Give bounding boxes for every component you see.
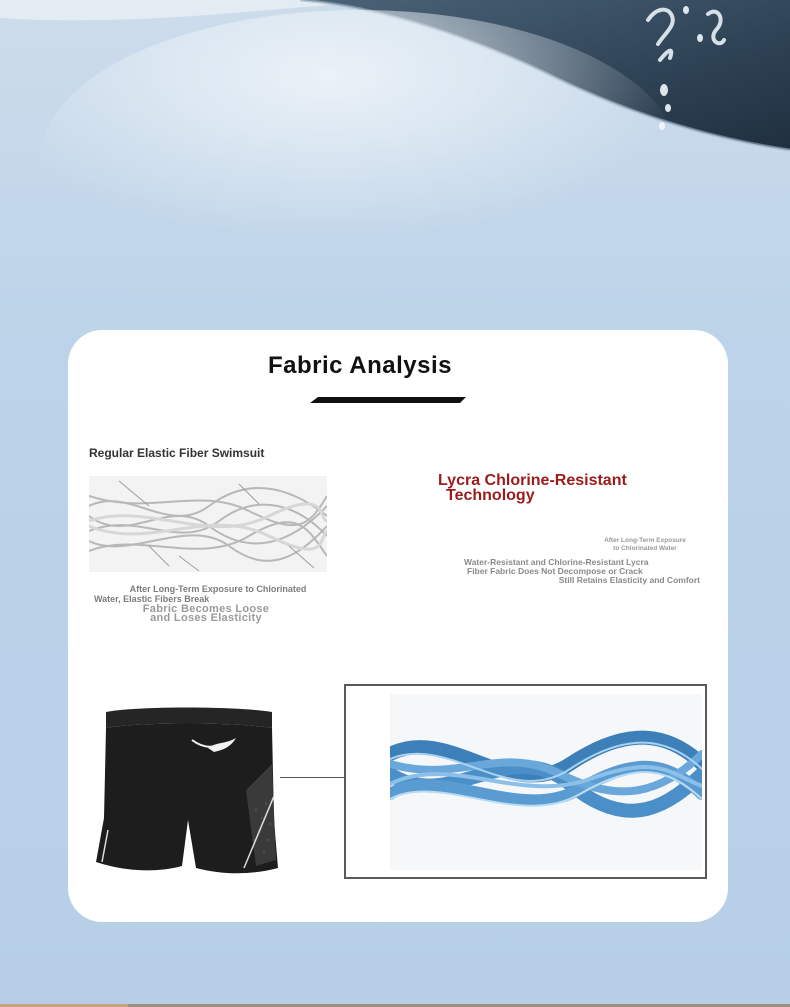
regular-fiber-result xyxy=(89,605,323,623)
lycra-title-line: Lycra Chlorine-Resistant xyxy=(438,472,627,489)
caption-line: Fiber Fabric Does Not Decompose or Crack xyxy=(467,566,643,576)
lycra-title-line: Technology xyxy=(446,487,535,504)
title-underline-bar xyxy=(310,396,470,404)
lycra-title xyxy=(438,473,718,503)
caption-line: After Long-Term Exposure to Chlorinated xyxy=(129,584,307,594)
result-line: Fabric Becomes Loose xyxy=(142,603,270,615)
lycra-exposure-note xyxy=(588,537,702,553)
caption-line: Water, Elastic Fibers Break xyxy=(94,594,210,604)
fabric-analysis-card xyxy=(68,330,728,922)
card-title: Fabric Analysis xyxy=(267,352,453,379)
caption-line: Water-Resistant and Chlorine-Resistant Lycra xyxy=(464,557,649,567)
grey-loose-fibers-icon xyxy=(89,476,327,572)
water-splash-icon xyxy=(628,0,738,140)
result-line: and Loses Elasticity xyxy=(150,612,262,624)
lycra-caption xyxy=(452,558,702,585)
zoom-connector-line xyxy=(280,777,345,778)
fabric-zoom-box xyxy=(344,684,707,879)
regular-fiber-heading: Regular Elastic Fiber Swimsuit xyxy=(89,446,265,460)
note-line: to Chlorinated Water xyxy=(613,545,677,552)
caption-line: Still Retains Elasticity and Comfort xyxy=(558,575,700,585)
note-line: After Long-Term Exposure xyxy=(604,537,686,544)
blue-twisted-fibers-icon xyxy=(390,694,702,870)
swim-shorts-icon xyxy=(96,700,278,880)
regular-fiber-caption xyxy=(89,584,347,604)
